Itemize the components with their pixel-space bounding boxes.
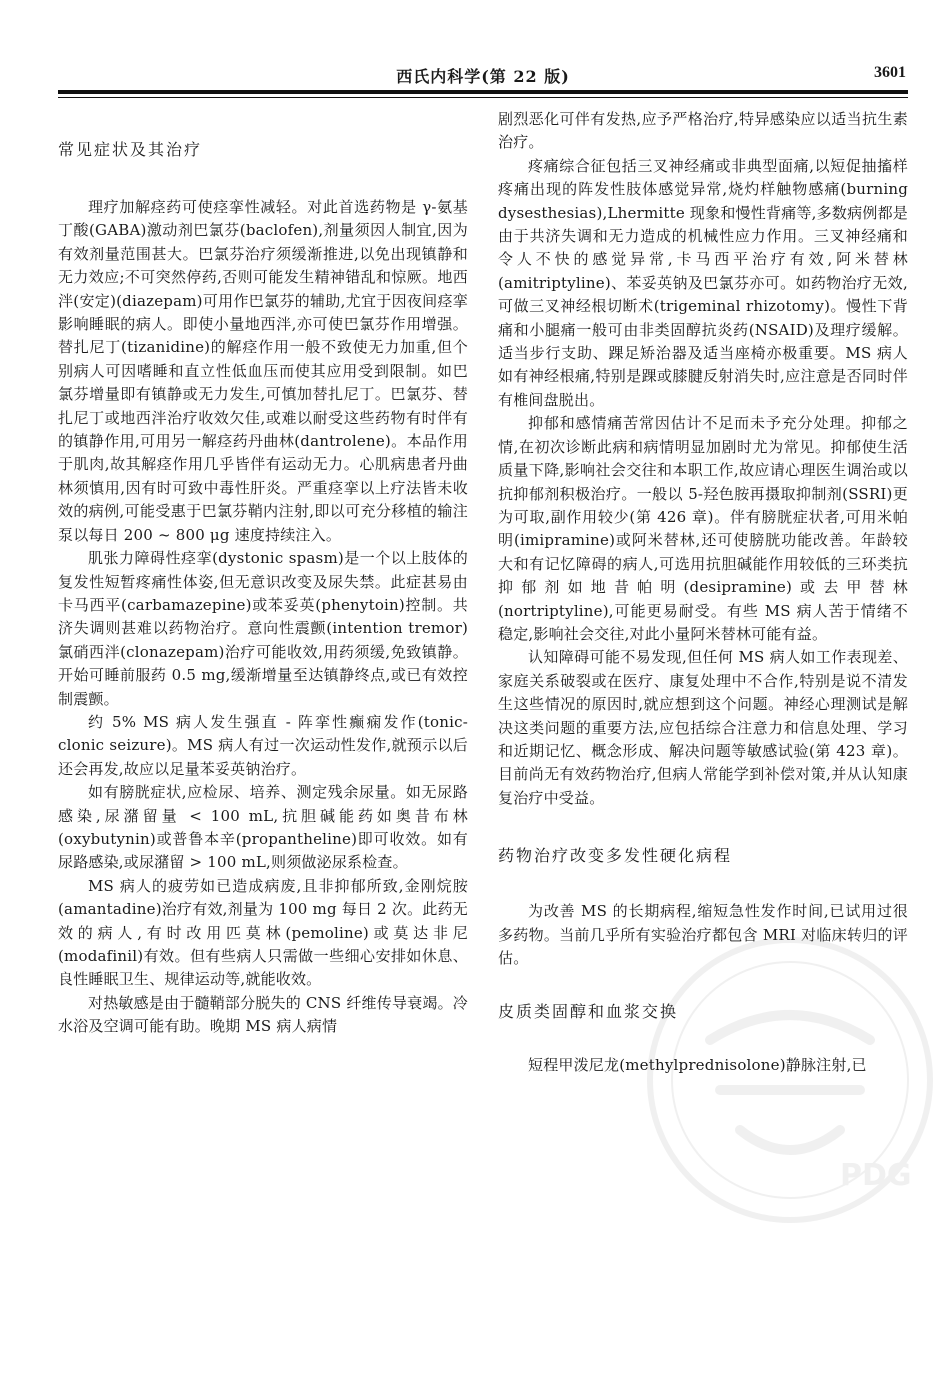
paragraph-seizure: 约 5% MS 病人发生强直 - 阵挛性癫痫发作(tonic-clonic seizure)。MS 病人有过一次运动性发作,就预示以后还会再发,故应以足量苯妥英钠治疗。	[58, 712, 468, 778]
section-heading-disease-modifying: 药物治疗改变多发性硬化病程	[498, 846, 733, 866]
paragraph-dystonic-spasm: 肌张力障碍性痉挛(dystonic spasm)是一个以上肢体的复发性短暂疼痛性体姿,但无意识改变及尿失禁。此症甚易由卡马西平(carbamazepine)或苯妥英(phenytoin)控制。共济失调则甚难以药物治疗。意向性震颤(intention tremor)氯硝西泮(clonazepam)治疗可能收效,用药须缓,免致镇静。开始可睡前服药 0.5 mg,缓渐增量至达镇静终点,或已有效控制震颤。	[58, 549, 468, 708]
paragraph-heat-sensitivity: 对热敏感是由于髓鞘部分脱失的 CNS 纤维传导衰竭。冷水浴及空调可能有助。晚期 MS 病人病情	[58, 993, 468, 1036]
watermark-text: PDG	[840, 1158, 912, 1193]
section-heading-symptoms: 常见症状及其治疗	[58, 140, 203, 159]
paragraph-methylprednisolone: 短程甲泼尼龙(methylprednisolone)静脉注射,已	[528, 1056, 867, 1075]
book-title: 西氏内科学(第 22 版)	[396, 67, 570, 86]
paragraph-bladder: 如有膀胱症状,应检尿、培养、测定残余尿量。如无尿路感染,尿潴留量 < 100 mL,抗胆碱能药如奥昔布林(oxybutynin)或普鲁本辛(propantheline)即可收效。如有尿路感染,或尿潴留 > 100 mL,则须做泌尿系检查。	[58, 783, 468, 872]
right-column	[498, 108, 908, 1078]
paragraph-cognitive: 认知障碍可能不易发现,但任何 MS 病人如工作表现差、家庭关系破裂或在医疗、康复处理中不合作,特别是说不清发生这些情况的原因时,就应想到这个问题。神经心理测试是解决这类问题的重要方法,应包括综合注意力和信息处理、学习和近期记忆、概念形成、解决问题等敏感试验(第 423 章)。目前尚无有效药物治疗,但病人常能学到补偿对策,并从认知康复治疗中受益。	[498, 648, 908, 807]
paragraph-continued: 剧烈恶化可伴有发热,应予严格治疗,特异感染应以适当抗生素治疗。	[498, 110, 908, 152]
paragraph-depression: 抑郁和感情痛苦常因估计不足而未予充分处理。抑郁之情,在初次诊断此病和病情明显加剧时尤为常见。抑郁使生活质量下降,影响社会交往和本职工作,故应请心理医生调治或以抗抑郁剂积极治疗。一般以 5-羟色胺再摄取抑制剂(SSRI)更为可取,副作用较少(第 426 章)。伴有膀胱症状者,可用米帕明(imipramine)或阿米替林,还可使膀胱功能改善。年龄较大和有记忆障碍的病人,可选用抗胆碱能作用较低的三环类抗抑郁剂如地昔帕明(desipramine)或去甲替林(nortriptyline),可能更易耐受。有些 MS 病人苦于情绪不稳定,影响社会交往,对此小量阿米替林可能有益。	[498, 414, 908, 643]
left-column	[58, 108, 468, 1039]
page-number: 3601	[874, 64, 906, 81]
paragraph-long-term-course: 为改善 MS 的长期病程,缩短急性发作时间,已试用过很多药物。当前几乎所有实验治疗都包含 MRI 对临床转归的评估。	[498, 902, 908, 967]
header-rule-thin	[58, 97, 908, 98]
header-rule-thick	[58, 90, 908, 94]
running-header	[58, 60, 908, 88]
section-heading-corticosteroids: 皮质类固醇和血浆交换	[498, 1002, 679, 1022]
paragraph-spasticity: 理疗加解痉药可使痉挛性减轻。对此首选药物是 γ-氨基丁酸(GABA)激动剂巴氯芬(baclofen),剂量须因人制宜,因为有效剂量范围甚大。巴氯芬治疗须缓渐推进,以免出现镇静和无力效应;不可突然停药,否则可能发生精神错乱和惊厥。地西泮(安定)(diazepam)可用作巴氯芬的辅助,尤宜于因夜间痉挛影响睡眠的病人。即使小量地西泮,亦可使巴氯芬作用增强。替扎尼丁(tizanidine)的解痉作用一般不致使无力加重,但个别病人可因嗜睡和直立性低血压而使其应用受到限制。如巴氯芬增量即有镇静或无力发生,可慎加替扎尼丁。巴氯芬、替扎尼丁或地西泮治疗收效欠佳,或难以耐受这些药物有时伴有的镇静作用,可用另一解痉药丹曲林(dantrolene)。本品作用于肌肉,故其解痉作用几乎皆伴有运动无力。心肌病患者丹曲林须慎用,因有时可致中毒性肝炎。严重痉挛以上疗法皆未收效的病例,可能受惠于巴氯芬鞘内注射,即以可充分移植的输注泵以每日 200 ~ 800 μg 速度持续注入。	[58, 198, 468, 544]
paragraph-pain: 疼痛综合征包括三叉神经痛或非典型面痛,以短促抽搐样疼痛出现的阵发性肢体感觉异常,烧灼样触物感痛(burning dysesthesias),Lhermitte 现象和慢性背痛等,多数病例都是由于共济失调和无力造成的机械性应力作用。三叉神经痛和令人不快的感觉异常,卡马西平治疗有效,阿米替林(amitriptyline)、苯妥英钠及巴氯芬亦可。如药物治疗无效,可做三叉神经根切断术(trigeminal rhizotomy)。慢性下背痛和小腿痛一般可由非类固醇抗炎药(NSAID)及理疗缓解。适当步行支助、踝足矫治器及适当座椅亦极重要。MS 病人如有神经根痛,特别是踝或膝腱反射消失时,应注意是否同时伴有椎间盘脱出。	[498, 156, 908, 409]
paragraph-fatigue: MS 病人的疲劳如已造成病废,且非抑郁所致,金刚烷胺(amantadine)治疗有效,剂量为 100 mg 每日 2 次。此药无效的病人,有时改用匹莫林(pemoline)或莫达非尼(modafinil)有效。但有些病人只需做一些细心安排如休息、良性睡眠卫生、规律运动等,就能收效。	[58, 876, 468, 989]
